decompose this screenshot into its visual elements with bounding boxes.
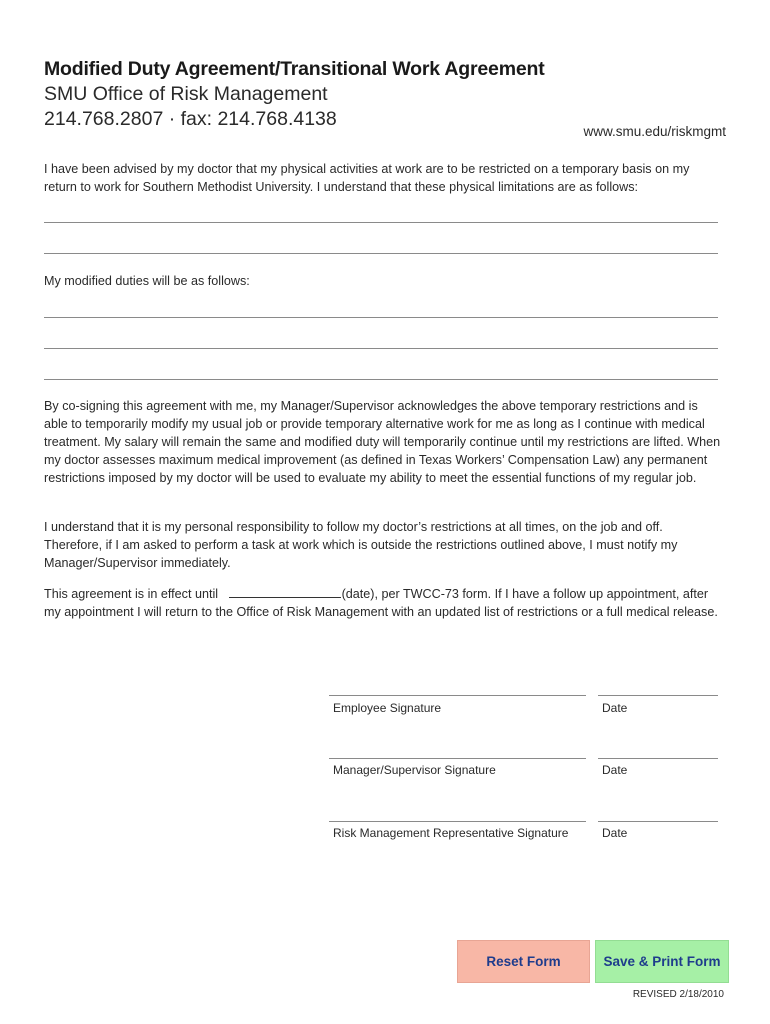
duties-line-1[interactable] bbox=[44, 317, 718, 318]
employee-signature-line[interactable] bbox=[329, 695, 586, 696]
risk-signature-line[interactable] bbox=[329, 821, 586, 822]
reset-form-button[interactable]: Reset Form bbox=[457, 940, 590, 983]
office-name: SMU Office of Risk Management bbox=[44, 83, 328, 105]
effective-paragraph bbox=[44, 585, 724, 621]
duties-line-2[interactable] bbox=[44, 348, 718, 349]
limitations-line-1[interactable] bbox=[44, 222, 718, 223]
risk-signature-label: Risk Management Representative Signature bbox=[333, 826, 569, 840]
employee-signature-label: Employee Signature bbox=[333, 701, 442, 715]
manager-signature-label: Manager/Supervisor Signature bbox=[333, 763, 496, 777]
page-title: Modified Duty Agreement/Transitional Work Agreement bbox=[44, 58, 545, 80]
manager-date-label: Date bbox=[602, 763, 628, 777]
effective-date-field[interactable] bbox=[229, 585, 341, 598]
risk-date-label: Date bbox=[602, 826, 628, 840]
effective-suffix: (date), per TWCC-73 form. If I have a follow up appointment, after my appointment I will return to the Office of Risk Management with an updated list of restrictions or a full medical release. bbox=[44, 587, 718, 619]
risk-date-line[interactable] bbox=[598, 821, 718, 822]
employee-date-line[interactable] bbox=[598, 695, 718, 696]
revision-date: REVISED 2/18/2010 bbox=[632, 989, 724, 1000]
contact-numbers: 214.768.2807 · fax: 214.768.4138 bbox=[44, 108, 337, 130]
cosign-paragraph: By co-signing this agreement with me, my Manager/Supervisor acknowledges the above temporary restrictions and is able to temporarily modify my usual job or provide temporary alternative work for me as long as I continue with medical treatment. My salary will remain the same and modified duty will temporarily continue until my restrictions are lifted. When my doctor assesses maximum medical improvement (as defined in Texas Workers’ Compensation Law) any permanent restrictions imposed by my doctor will be used to evaluate my ability to meet the essential functions of my regular job. bbox=[44, 399, 721, 485]
responsibility-paragraph: I understand that it is my personal responsibility to follow my doctor’s restrictions at all times, on the job and off. Therefore, if I am asked to perform a task at work which is outside the restrictions outlined above, I must notify my Manager/Supervisor immediately. bbox=[44, 520, 678, 570]
manager-date-line[interactable] bbox=[598, 758, 718, 759]
limitations-line-2[interactable] bbox=[44, 253, 718, 254]
employee-date-label: Date bbox=[602, 701, 628, 715]
effective-prefix: This agreement is in effect until bbox=[44, 587, 219, 601]
intro-paragraph: I have been advised by my doctor that my physical activities at work are to be restricted on a temporary basis on my return to work for Southern Methodist University. I understand that these physical limitations are as follows: bbox=[44, 162, 690, 194]
save-print-form-button[interactable]: Save & Print Form bbox=[595, 940, 729, 983]
duties-line-3[interactable] bbox=[44, 379, 718, 380]
duties-label: My modified duties will be as follows: bbox=[44, 274, 250, 288]
website-url: www.smu.edu/riskmgmt bbox=[583, 124, 726, 139]
manager-signature-line[interactable] bbox=[329, 758, 586, 759]
